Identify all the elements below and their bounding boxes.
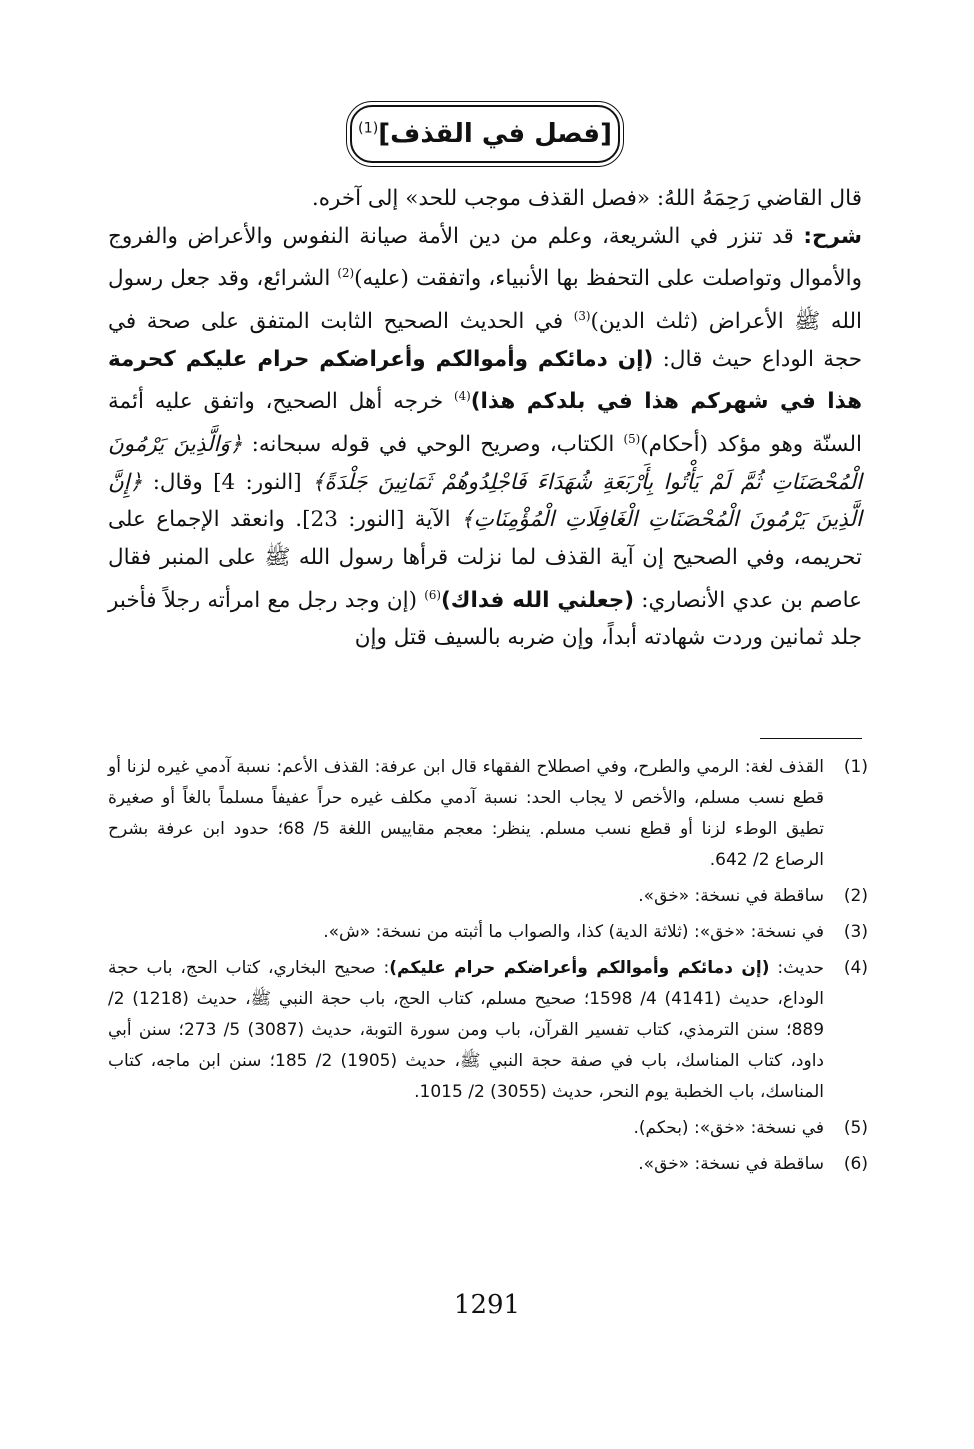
footnote: (5) في نسخة: «خق»: (بحكم). [633, 1118, 868, 1138]
sharh-label: شرح: [803, 223, 862, 249]
intro-line: قال القاضي رَحِمَهُ اللهُ: «فصل القذف موجب للحد» إلى آخره. [311, 186, 862, 211]
section-title-frame [350, 105, 620, 163]
commentary-paragraph: شرح: قد تنزر في الشريعة، وعلم من دين الأمة صيانة النفوس والأعراض والفروج والأموال وتواصلت على التحفظ بها الأنبياء، واتفقت (عليه)$^{(2)}$ الشرائع، وقد جعل رسول الله ﷺ الأعراض (ثلث الدين)$^{(3)}$ في الحديث الصحيح الثابت المتفق على صحة في حجة الوداع حيث قال: (إن دمائكم وأموالكم وأعراضكم حرام عليكم كحرمة هذا في شهركم هذا في بلدكم هذا)$^{(4)}$ خرجه أهل الصحيح، واتفق عليه أئمة السنّة وهو مؤكد (أحكام)$^{(5)}$ الكتاب، وصريح الوحي في قوله سبحانه: ﴿وَالَّذِينَ يَرْمُونَ الْمُحْصَنَاتِ ثُمَّ لَمْ يَأْتُوا بِأَرْبَعَةِ شُهَدَاءَ فَاجْلِدُوهُمْ ثَمَانِينَ جَلْدَةً﴾ [النور: 4] وقال: ﴿إِنَّ الَّذِينَ يَرْمُونَ الْمُحْصَنَاتِ الْغَافِلَاتِ الْمُؤْمِنَاتِ﴾ الآية [النور: 23]. وانعقد الإجماع على تحريمه، وفي الصحيح إن آية القذف لما نزلت قرأها رسول الله ﷺ على المنبر فقال عاصم بن عدي الأنصاري: (جعلني الله فداك)$^{(6)}$ (إن وجد رجل مع امرأته رجلاً فأخبر جلد ثمانين وردت شهادته أبداً، وإن ضربه بالسيف قتل وإن [108, 223, 863, 651]
footnote-separator [760, 738, 862, 739]
footnote: (6) ساقطة في نسخة: «خق». [638, 1154, 868, 1174]
hadith-quote: (إن دمائكم وأموالكم وأعراضكم حرام عليكم كحرمة هذا في شهركم هذا في بلدكم هذا) [108, 346, 862, 415]
footnote: (3) في نسخة: «خق»: (ثلاثة الدية) كذا، والصواب ما أثبته من نسخة: «ش». [323, 922, 868, 942]
footnote: (2) ساقطة في نسخة: «خق». [638, 886, 868, 906]
footnote-ref-2: (2) [337, 266, 355, 281]
main-text [108, 180, 862, 657]
footnote-ref-6: (6) [424, 587, 441, 602]
asim-quote: (جعلني الله فداك) [440, 587, 635, 613]
page-number: 1291 [453, 1290, 521, 1320]
footnote: (4) حديث: (إن دمائكم وأموالكم وأعراضكم حرام عليكم): صحيح البخاري، كتاب الحج، باب حجة الوداع، حديث (4141) 4/ 1598؛ صحيح مسلم، كتاب الحج، باب حجة النبي ﷺ، حديث (1218) 2/ 889؛ سنن الترمذي، كتاب تفسير القرآن، باب ومن سورة التوبة، حديث (3087) 5/ 273؛ سنن أبي داود، كتاب المناسك، باب في صفة حجة النبي ﷺ، حديث (1905) 2/ 185؛ سنن ابن ماجه، كتاب المناسك، باب الخطبة يوم النحر، حديث (3055) 2/ 1015. [108, 958, 868, 1102]
footnotes [108, 752, 868, 1185]
footnote-ref-4: (4) [454, 389, 471, 404]
footnote-ref-5: (5) [623, 432, 641, 447]
section-title: [فصل في القذف]$^{(1)}$ [358, 119, 612, 149]
footnote: (1) القذف لغة: الرمي والطرح، وفي اصطلاح الفقهاء قال ابن عرفة: القذف الأعم: نسبة آدمي غيره لزنا أو قطع نسب مسلم، والأخص لا يجاب الحد: نسبة آدمي مكلف غيره حراً عفيفاً مسلماً بالغاً أو صغيرة تطيق الوطء لزنا أو قطع نسب مسلم. ينظر: معجم مقاييس اللغة 5/ 68؛ حدود ابن عرفة بشرح الرصاع 2/ 642. [108, 757, 868, 870]
quran-verse-1: ﴿وَالَّذِينَ يَرْمُونَ الْمُحْصَنَاتِ ثُمَّ لَمْ يَأْتُوا بِأَرْبَعَةِ شُهَدَاءَ فَاجْلِدُوهُمْ ثَمَانِينَ جَلْدَةً﴾ [108, 432, 863, 495]
footnote-ref-3: (3) [573, 308, 591, 323]
title-footnote-ref: (1) [358, 120, 379, 137]
quran-verse-2: ﴿إِنَّ الَّذِينَ يَرْمُونَ الْمُحْصَنَاتِ الْغَافِلَاتِ الْمُؤْمِنَاتِ﴾ [108, 469, 862, 533]
